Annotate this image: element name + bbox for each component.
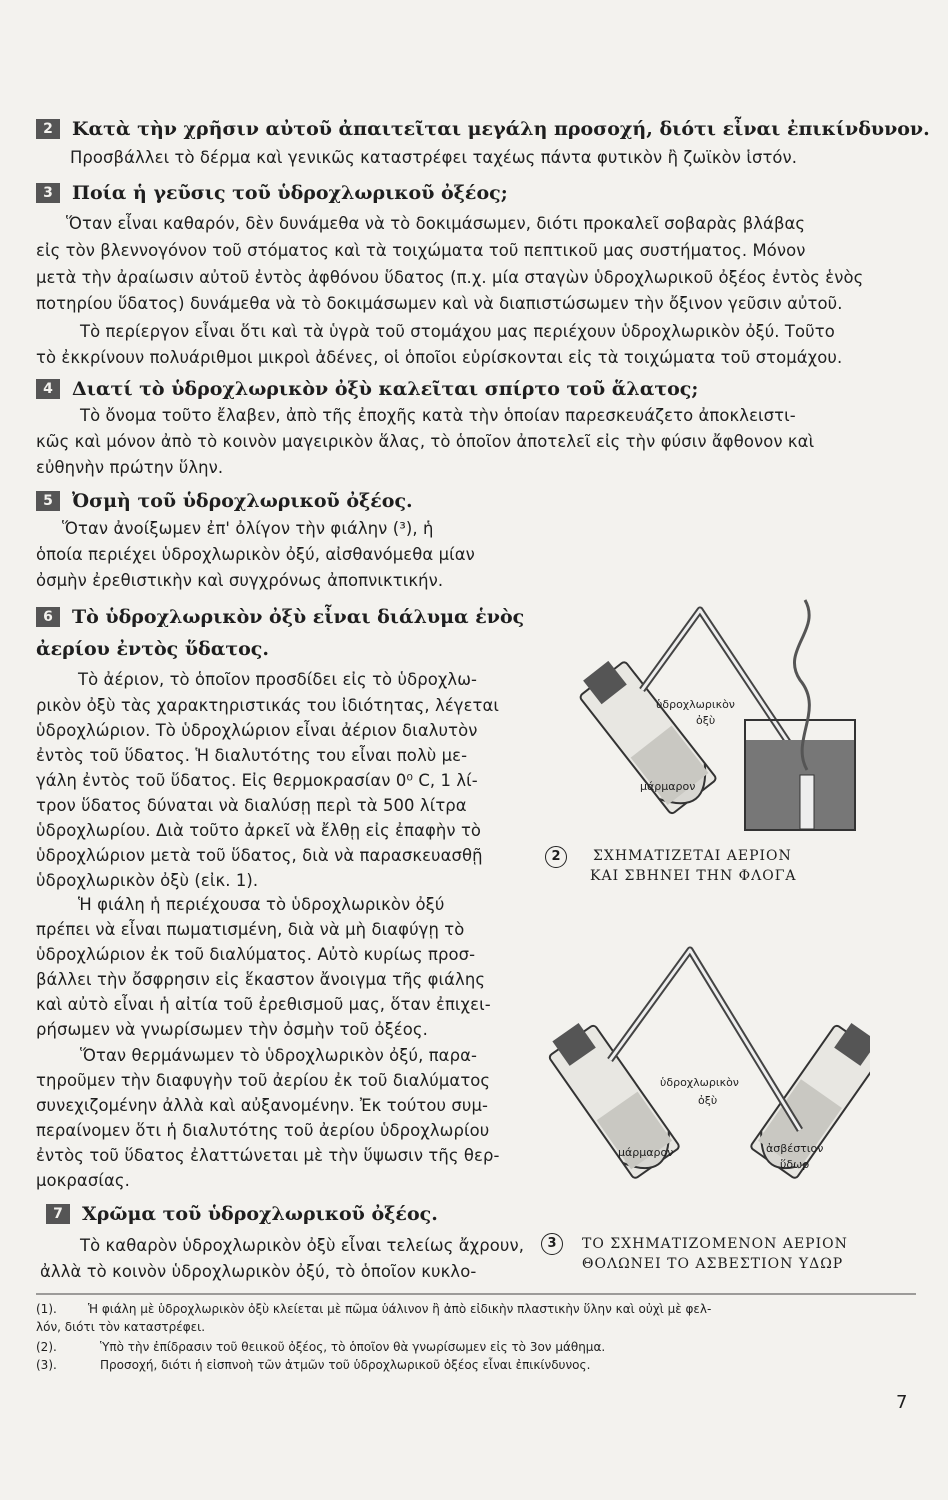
section-6-line: ρικὸν ὀξὺ τὰς χαρακτηριστικάς του ἰδιότητας, λέγεται [36,696,500,715]
section-number-6: 6 [36,607,60,627]
figure-3-label-marble: μάρμαρον [618,1146,674,1159]
section-2-line: Προσβάλλει τὸ δέρμα καὶ γενικῶς καταστρέφει ταχέως πάντα φυτικὸν ἢ ζωϊκὸν ἱστόν. [70,148,798,167]
footnote-3-mark: (3). [36,1358,57,1372]
section-4-line: κῶς καὶ μόνον ἀπὸ τὸ κοινὸν μαγειρικὸν ἅλας, τὸ ὁποῖον ἀποτελεῖ εἰς τὴν φύσιν ἄφθονον καὶ [36,432,815,451]
section-6-heading: 6 Τὸ ὑδροχλωρικὸν ὀξὺ εἶναι διάλυμα ἑνὸς [36,606,524,628]
footnote-1-mark: (1). [36,1302,57,1316]
figure-2-caption: ΣΧΗΜΑΤΙΖΕΤΑΙ ΑΕΡΙΟΝ [593,848,792,864]
section-number-2: 2 [36,119,60,139]
section-6-line: μοκρασίας. [36,1171,130,1190]
figure-3-label-acid-cont: ὀξὺ [698,1094,718,1107]
section-3-line: τὸ ἐκκρίνουν πολυάριθμοι μικροὶ ἀδένες, οἱ ὁποῖοι εὑρίσκονται εἰς τὰ τοιχώματα τοῦ στομάχου. [36,348,843,367]
figure-2-caption-cont: ΚΑΙ ΣΒΗΝΕΙ ΤΗΝ ΦΛΟΓΑ [590,868,797,884]
section-6-line: περαίνομεν ὅτι ἡ διαλυτότης τοῦ ἀερίου ὑδροχλωρίου [36,1121,490,1140]
section-number-4: 4 [36,379,60,399]
section-6-line: ὑδροχλωρίου. Διὰ τοῦτο ἀρκεῖ νὰ ἔλθῃ εἰς ἐπαφὴν τὸ [36,821,482,840]
figure-3-label-acid: ὑδροχλωρικὸν [660,1076,739,1089]
section-number-3: 3 [36,183,60,203]
figure-3-caption-cont: ΘΟΛΩΝΕΙ ΤΟ ΑΣΒΕΣΤΙΟΝ ΥΔΩΡ [582,1256,844,1272]
section-6-line: πρέπει νὰ εἶναι πωματισμένη, διὰ νὰ μὴ διαφύγῃ τὸ [36,920,465,939]
section-3-heading: 3 Ποία ἡ γεῦσις τοῦ ὑδροχλωρικοῦ ὀξέος; [36,182,508,204]
section-3-line: Ὅταν εἶναι καθαρόν, δὲν δυνάμεθα νὰ τὸ δοκιμάσωμεν, διότι προκαλεῖ σοβαρὰς βλάβας [66,214,806,233]
section-number-7: 7 [46,1204,70,1224]
section-5-heading: 5 Ὀσμὴ τοῦ ὑδροχλωρικοῦ ὀξέος. [36,490,413,512]
section-6-line: ὑδροχλώριον ἐκ τοῦ διαλύματος. Αὐτὸ κυρίως προσ- [36,945,476,964]
section-4-line: εὐθηνὴν πρώτην ὕλην. [36,458,224,477]
section-6-line: Ἡ φιάλη ἡ περιέχουσα τὸ ὑδροχλωρικὸν ὀξύ [78,895,445,914]
footnote-1-text-cont: λόν, διότι τὸν καταστρέφει. [36,1320,206,1334]
section-5-line: ὀσμὴν ἐρεθιστικὴν καὶ συγχρόνως ἀποπνικτικήν. [36,571,444,590]
section-3-line: εἰς τὸν βλεννογόνον τοῦ στόματος καὶ τὰ τοιχώματα τοῦ πεπτικοῦ μας συστήματος. Μόνον [36,241,806,260]
figure-2-label-acid-cont: ὀξὺ [696,714,716,727]
figure-2-number: 2 [545,846,567,868]
section-6-line: γάλη ἐντὸς τοῦ ὕδατος. Εἰς θερμοκρασίαν 0⁰ C, 1 λί- [36,771,478,790]
section-7-line: Τὸ καθαρὸν ὑδροχλωρικὸν ὀξὺ εἶναι τελείως ἄχρουν, [80,1236,525,1255]
footnote-1-text: Ἡ φιάλη μὲ ὑδροχλωρικὸν ὀξὺ κλείεται μὲ πῶμα ὑάλινον ἢ ἀπὸ εἰδικὴν πλαστικὴν ὕλην καὶ οὐχὶ μὲ φελ- [88,1302,712,1316]
page-number: 7 [896,1392,908,1413]
figure-3-label-water: ὕδωρ [780,1158,810,1171]
footnote-2-mark: (2). [36,1340,57,1354]
section-4-heading: 4 Διατί τὸ ὑδροχλωρικὸν ὀξὺ καλεῖται σπίρτο τοῦ ἅλατος; [36,378,698,400]
section-3-line: Τὸ περίεργον εἶναι ὅτι καὶ τὰ ὑγρὰ τοῦ στομάχου μας περιέχουν ὑδροχλωρικὸν ὀξύ. Τοῦτο [80,322,835,341]
figure-3-apparatus [540,930,870,1200]
section-4-line: Τὸ ὄνομα τοῦτο ἔλαβεν, ἀπὸ τῆς ἐποχῆς κατὰ τὴν ὁποίαν παρεσκευάζετο ἀποκλειστι- [80,406,796,425]
section-6-line: ἐντὸς τοῦ ὕδατος. Ἡ διαλυτότης του εἶναι πολὺ με- [36,746,468,765]
footnote-2-text: Ὑπὸ τὴν ἐπίδρασιν τοῦ θειικοῦ ὀξέος, τὸ ὁποῖον θὰ γνωρίσωμεν εἰς τὸ 3ον μάθημα. [100,1340,606,1354]
figure-3-label-lime: ἀσβέστιον [766,1142,824,1155]
footnote-divider [36,1292,916,1296]
section-7-heading: 7 Χρῶμα τοῦ ὑδροχλωρικοῦ ὀξέος. [46,1203,438,1225]
section-6-line: ὑδροχλωρικὸν ὀξὺ (εἰκ. 1). [36,871,259,890]
figure-3-number: 3 [541,1233,563,1255]
section-6-line: βάλλει τὴν ὄσφρησιν εἰς ἕκαστον ἄνοιγμα τῆς φιάλης [36,970,486,989]
section-3-line: μετὰ τὴν ἀραίωσιν αὐτοῦ ἐντὸς ἀφθόνου ὕδατος (π.χ. μία σταγὼν ὑδροχλωρικοῦ ὀξέος ἐντὸς ἑνὸς [36,268,864,287]
section-7-line: ἀλλὰ τὸ κοινὸν ὑδροχλωρικὸν ὀξύ, τὸ ὁποῖον κυκλο- [40,1262,477,1281]
section-6-line: Ὅταν θερμάνωμεν τὸ ὑδροχλωρικὸν ὀξύ, παρα- [80,1046,478,1065]
figure-2-label-marble: μάρμαρον [640,780,696,793]
section-6-line: τηροῦμεν τὴν διαφυγὴν τοῦ ἀερίου ἐκ τοῦ διαλύματος [36,1071,491,1090]
section-6-heading-cont: ἀερίου ἐντὸς ὕδατος. [36,638,269,660]
section-6-line: Τὸ ἀέριον, τὸ ὁποῖον προσδίδει εἰς τὸ ὑδροχλω- [78,670,478,689]
section-5-line: ὁποία περιέχει ὑδροχλωρικὸν ὀξύ, αἰσθανόμεθα μίαν [36,545,475,564]
section-2-heading: 2 Κατὰ τὴν χρῆσιν αὐτοῦ ἀπαιτεῖται μεγάλη προσοχή, διότι εἶναι ἐπικίνδυνον. [36,118,930,140]
figure-3-caption: ΤΟ ΣΧΗΜΑΤΙΖΟΜΕΝΟΝ ΑΕΡΙΟΝ [582,1236,848,1252]
section-6-line: ρήσωμεν νὰ γνωρίσωμεν τὴν ὀσμὴν τοῦ ὀξέος. [36,1020,428,1039]
section-3-line: ποτηρίου ὕδατος) δυνάμεθα νὰ τὸ δοκιμάσωμεν καὶ νὰ διαπιστώσωμεν τὴν ὄξινον γεῦσιν αὐτοῦ. [36,294,843,313]
section-6-line: καὶ αὐτὸ εἶναι ἡ αἰτία τοῦ ἐρεθισμοῦ μας, ὅταν ἐπιχει- [36,995,491,1014]
section-5-line: Ὅταν ἀνοίξωμεν ἐπ' ὀλίγον τὴν φιάλην (³), ἡ [62,519,434,538]
section-6-line: τρον ὕδατος δύναται νὰ διαλύσῃ περὶ τὰ 500 λίτρα [36,796,467,815]
section-6-line: ἐντὸς τοῦ ὕδατος ἐλαττώνεται μὲ τὴν ὕψωσιν τῆς θερ- [36,1146,500,1165]
section-6-line: ὑδροχλώριον. Τὸ ὑδροχλώριον εἶναι ἀέριον διαλυτὸν [36,721,478,740]
figure-2-label-acid: ὑδροχλωρικὸν [656,698,735,711]
section-6-line: συνεχιζομένην ἀλλὰ καὶ αὐξανομένην. Ἐκ τούτου συμ- [36,1096,489,1115]
footnote-3-text: Προσοχή, διότι ἡ εἰσπνοὴ τῶν ἀτμῶν τοῦ ὑδροχλωρικοῦ ὀξέος εἶναι ἐπικίνδυνος. [100,1358,591,1372]
section-6-line: ὑδροχλώριον μετὰ τοῦ ὕδατος, διὰ νὰ παρασκευασθῇ [36,846,483,865]
section-number-5: 5 [36,491,60,511]
